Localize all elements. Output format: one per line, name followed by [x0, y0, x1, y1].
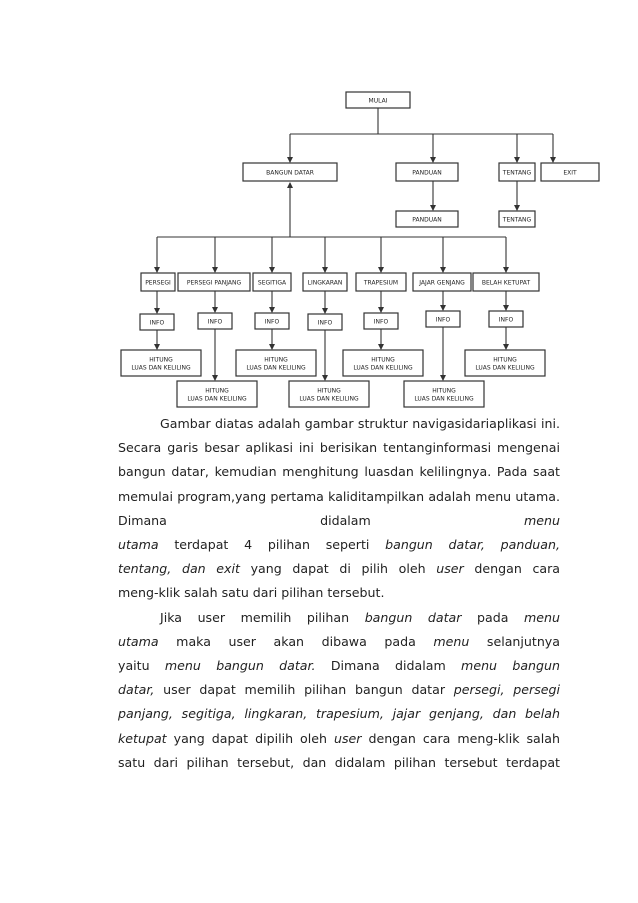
italic-text: utama: [118, 633, 159, 649]
node-tentang-label: TENTANG: [502, 169, 532, 177]
paragraph-line: [118, 678, 560, 702]
text-run: dengan cara meng-klik salah: [361, 730, 560, 746]
italic-text: user: [333, 730, 362, 746]
node-shape-6-label: JAJAR GENJANG: [419, 279, 465, 287]
node-hitung-1-label: HITUNG: [149, 356, 173, 364]
node-hitung-3-label: HITUNG: [264, 356, 288, 364]
node-info-3: [255, 313, 289, 329]
italic-text: ketupat: [118, 730, 167, 746]
node-shape-2-label: PERSEGI PANJANG: [186, 279, 242, 287]
italic-text: bangun datar: [364, 609, 462, 625]
italic-text: user: [436, 561, 464, 577]
node-hitung-6: [404, 381, 484, 407]
node-hitung-4-label: HITUNG: [317, 387, 341, 395]
paragraph-line: [118, 702, 560, 726]
node-shape-7-label: BELAH KETUPAT: [481, 279, 531, 287]
node-shape-1: [141, 273, 175, 291]
node-hitung-2-label: HITUNG: [205, 387, 229, 395]
node-info-1-label: INFO: [149, 319, 165, 327]
text-run: dariaplikasi ini. Secara garis besar aplikasi ini berisikan tentang: [118, 416, 561, 456]
node-hitung-7-label: HITUNG: [493, 356, 517, 364]
node-info-7-label: INFO: [498, 316, 514, 324]
node-tentang-sub: [499, 211, 535, 227]
node-hitung-4: [289, 381, 369, 407]
text-run: user dapat memilih pilihan bangun datar: [154, 682, 454, 698]
body-text: [118, 412, 560, 775]
text-run: terdapat 4 pilihan seperti: [158, 537, 386, 553]
text-run: yang dapat di pilih oleh: [239, 561, 437, 577]
node-hitung-3: [236, 350, 316, 376]
text-run: pada: [461, 609, 525, 625]
node-hitung-2-label: LUAS DAN KELILING: [187, 395, 247, 403]
node-info-5-label: INFO: [373, 318, 389, 326]
node-shape-4-label: LINGKARAN: [307, 279, 343, 287]
node-info-4-label: INFO: [317, 319, 333, 327]
node-shape-6: [413, 273, 471, 291]
node-hitung-3-label: LUAS DAN KELILING: [246, 364, 306, 372]
node-hitung-7: [465, 350, 545, 376]
node-info-1: [140, 314, 174, 330]
paragraph-line: [118, 727, 560, 751]
italic-text: bangun datar, panduan,: [385, 537, 560, 553]
node-hitung-7-label: LUAS DAN KELILING: [475, 364, 535, 372]
node-tentang-sub-label: TENTANG: [502, 216, 532, 224]
node-mulai-label: MULAI: [368, 97, 388, 105]
italic-text: panjang, segitiga, lingkaran, trapesium, jajar genjang, dan belah: [118, 706, 560, 722]
text-run: maka user akan dibawa pada: [158, 633, 434, 649]
node-info-6: [426, 311, 460, 327]
node-hitung-2: [177, 381, 257, 407]
italic-text: persegi, persegi: [453, 682, 561, 698]
node-hitung-5: [343, 350, 423, 376]
node-info-2-label: INFO: [207, 318, 223, 326]
text-run: dan kelilingnya. Pada saat memulai program,yang pertama kali: [118, 464, 560, 504]
node-hitung-5-label: LUAS DAN KELILING: [353, 364, 413, 372]
node-info-3-label: INFO: [264, 318, 280, 326]
text-run: selanjutnya: [469, 633, 560, 649]
node-panduan: [396, 163, 458, 181]
node-hitung-1: [121, 350, 201, 376]
node-info-5: [364, 313, 398, 329]
node-hitung-4-label: LUAS DAN KELILING: [299, 395, 359, 403]
paragraph-line: [118, 654, 560, 678]
node-panduan-sub: [396, 211, 458, 227]
node-panduan-sub-label: PANDUAN: [412, 216, 442, 224]
text-run: yang dapat dipilih oleh: [166, 730, 334, 746]
text-run: ditampilkan adalah menu utama. Dimana didalam: [118, 488, 561, 528]
italic-text: tentang, dan exit: [118, 561, 240, 577]
paragraph-line: [118, 557, 560, 581]
italic-text: menu: [433, 633, 470, 649]
node-bangun-datar-label: BANGUN DATAR: [266, 169, 314, 177]
paragraph-line: [118, 606, 560, 630]
node-shape-2: [178, 273, 250, 291]
node-hitung-6-label: HITUNG: [432, 387, 456, 395]
node-info-6-label: INFO: [435, 316, 451, 324]
text-run: Jika user memilih pilihan: [160, 609, 365, 625]
text-run: Gambar diatas adalah gambar struktur navigasi: [160, 416, 465, 431]
italic-text: utama: [118, 537, 159, 553]
node-shape-4: [303, 273, 347, 291]
paragraph-line: [118, 581, 560, 605]
italic-text: datar,: [118, 682, 155, 698]
text-run: satu dari pilihan tersebut, dan didalam pilihan tersebut terdapat: [118, 754, 560, 770]
paragraph-line: [118, 412, 560, 533]
text-run: meng-klik salah satu dari pilihan tersebut.: [118, 585, 385, 601]
node-exit: [541, 163, 599, 181]
node-hitung-6-label: LUAS DAN KELILING: [414, 395, 474, 403]
paragraph-line: [118, 533, 560, 557]
node-mulai: [346, 92, 410, 108]
node-tentang: [499, 163, 535, 181]
navigation-structure-diagram: [0, 0, 638, 440]
italic-text: menu bangun: [461, 658, 560, 674]
node-shape-5: [356, 273, 406, 291]
node-info-7: [489, 311, 523, 327]
node-shape-3: [253, 273, 291, 291]
node-shape-5-label: TRAPESIUM: [363, 279, 399, 287]
text-run: yaitu: [118, 658, 165, 674]
node-bangun-datar: [243, 163, 337, 181]
paragraph-line: [118, 630, 560, 654]
node-exit-label: EXIT: [563, 169, 577, 177]
node-info-4: [308, 314, 342, 330]
node-panduan-label: PANDUAN: [412, 169, 442, 177]
node-shape-3-label: SEGITIGA: [257, 279, 287, 287]
text-run: dengan cara: [463, 561, 560, 577]
text-run: informasi mengenai bangun datar, kemudian menghitung luas: [118, 440, 560, 480]
italic-text: menu: [524, 512, 560, 528]
node-shape-1-label: PERSEGI: [145, 279, 171, 287]
node-hitung-1-label: LUAS DAN KELILING: [131, 364, 191, 372]
node-hitung-5-label: HITUNG: [371, 356, 395, 364]
text-run: Dimana didalam: [315, 658, 462, 674]
paragraph-line: [118, 751, 560, 775]
italic-text: menu: [524, 609, 560, 625]
node-shape-7: [473, 273, 539, 291]
italic-text: menu bangun datar.: [164, 658, 316, 674]
node-info-2: [198, 313, 232, 329]
